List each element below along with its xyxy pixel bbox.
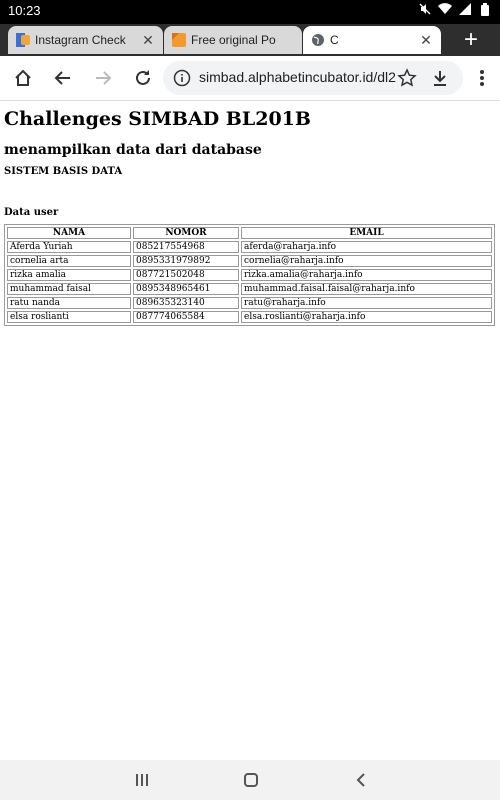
cell-email: elsa.roslianti@raharja.info <box>241 311 492 323</box>
cell-nama: elsa roslianti <box>7 311 131 323</box>
menu-kebab-icon[interactable] <box>470 66 494 90</box>
header-email: EMAIL <box>241 227 492 239</box>
cell-nomor: 087721502048 <box>133 269 239 281</box>
close-tab-icon[interactable]: ✕ <box>142 31 154 48</box>
cell-nama: ratu nanda <box>7 297 131 309</box>
forward-icon[interactable] <box>91 66 115 90</box>
cell-nama: rizka amalia <box>7 269 131 281</box>
recent-apps-icon[interactable] <box>132 770 152 790</box>
back-icon[interactable] <box>51 66 75 90</box>
user-table <box>4 224 495 326</box>
header-nama: NAMA <box>7 227 131 239</box>
address-bar[interactable] <box>163 61 463 95</box>
tab-title: Instagram Check <box>35 33 126 47</box>
tab-free-original[interactable] <box>164 26 302 54</box>
globe-icon <box>311 33 325 47</box>
cell-nomor: 0895331979892 <box>133 255 239 267</box>
page-content <box>4 100 496 326</box>
instagram-favicon-icon <box>16 33 30 47</box>
table-label: Data user <box>4 207 59 218</box>
table-row <box>7 255 492 267</box>
page-subtitle: menampilkan data dari database <box>4 142 262 158</box>
table-header-row <box>7 227 492 239</box>
cell-nomor: 087774065584 <box>133 311 239 323</box>
header-nomor: NOMOR <box>133 227 239 239</box>
back-button-icon[interactable] <box>351 770 371 790</box>
section-heading: SISTEM BASIS DATA <box>4 166 123 177</box>
home-button-icon[interactable] <box>241 770 261 790</box>
cell-email: aferda@raharja.info <box>241 241 492 253</box>
url-text[interactable]: simbad.alphabetincubator.id/dl2 <box>199 69 396 85</box>
battery-icon <box>478 2 492 16</box>
status-bar <box>0 0 500 24</box>
bookmark-star-icon[interactable] <box>397 68 417 92</box>
cell-nama: cornelia arta <box>7 255 131 267</box>
new-tab-icon[interactable]: + <box>463 26 478 53</box>
home-icon[interactable] <box>11 66 35 90</box>
close-tab-icon[interactable]: ✕ <box>420 31 432 48</box>
mute-icon <box>418 2 432 16</box>
tab-instagram[interactable] <box>8 26 163 54</box>
tab-strip <box>0 24 500 56</box>
tab-active[interactable] <box>303 26 441 54</box>
cell-nomor: 0895348965461 <box>133 283 239 295</box>
cell-email: muhammad.faisal.faisal@raharja.info <box>241 283 492 295</box>
table-row <box>7 269 492 281</box>
orange-favicon-icon <box>172 33 186 47</box>
reload-icon[interactable] <box>131 66 155 90</box>
download-icon[interactable] <box>430 68 450 92</box>
android-nav-bar <box>0 760 500 800</box>
cell-nomor: 085217554968 <box>133 241 239 253</box>
cell-nama: muhammad faisal <box>7 283 131 295</box>
cell-email: cornelia@raharja.info <box>241 255 492 267</box>
signal-icon <box>458 2 472 16</box>
cell-nomor: 089635323140 <box>133 297 239 309</box>
tab-title: C <box>330 33 339 47</box>
info-icon[interactable] <box>173 69 191 91</box>
wifi-icon <box>438 2 452 16</box>
cell-email: ratu@raharja.info <box>241 297 492 309</box>
tab-title: Free original Po <box>191 33 276 47</box>
status-icons <box>418 2 492 16</box>
table-row <box>7 283 492 295</box>
table-row <box>7 241 492 253</box>
cell-email: rizka.amalia@raharja.info <box>241 269 492 281</box>
cell-nama: Aferda Yuriah <box>7 241 131 253</box>
table-row <box>7 311 492 323</box>
page-title: Challenges SIMBAD BL201B <box>4 108 311 130</box>
status-time: 10:23 <box>8 3 41 18</box>
browser-toolbar <box>0 56 500 101</box>
table-row <box>7 297 492 309</box>
